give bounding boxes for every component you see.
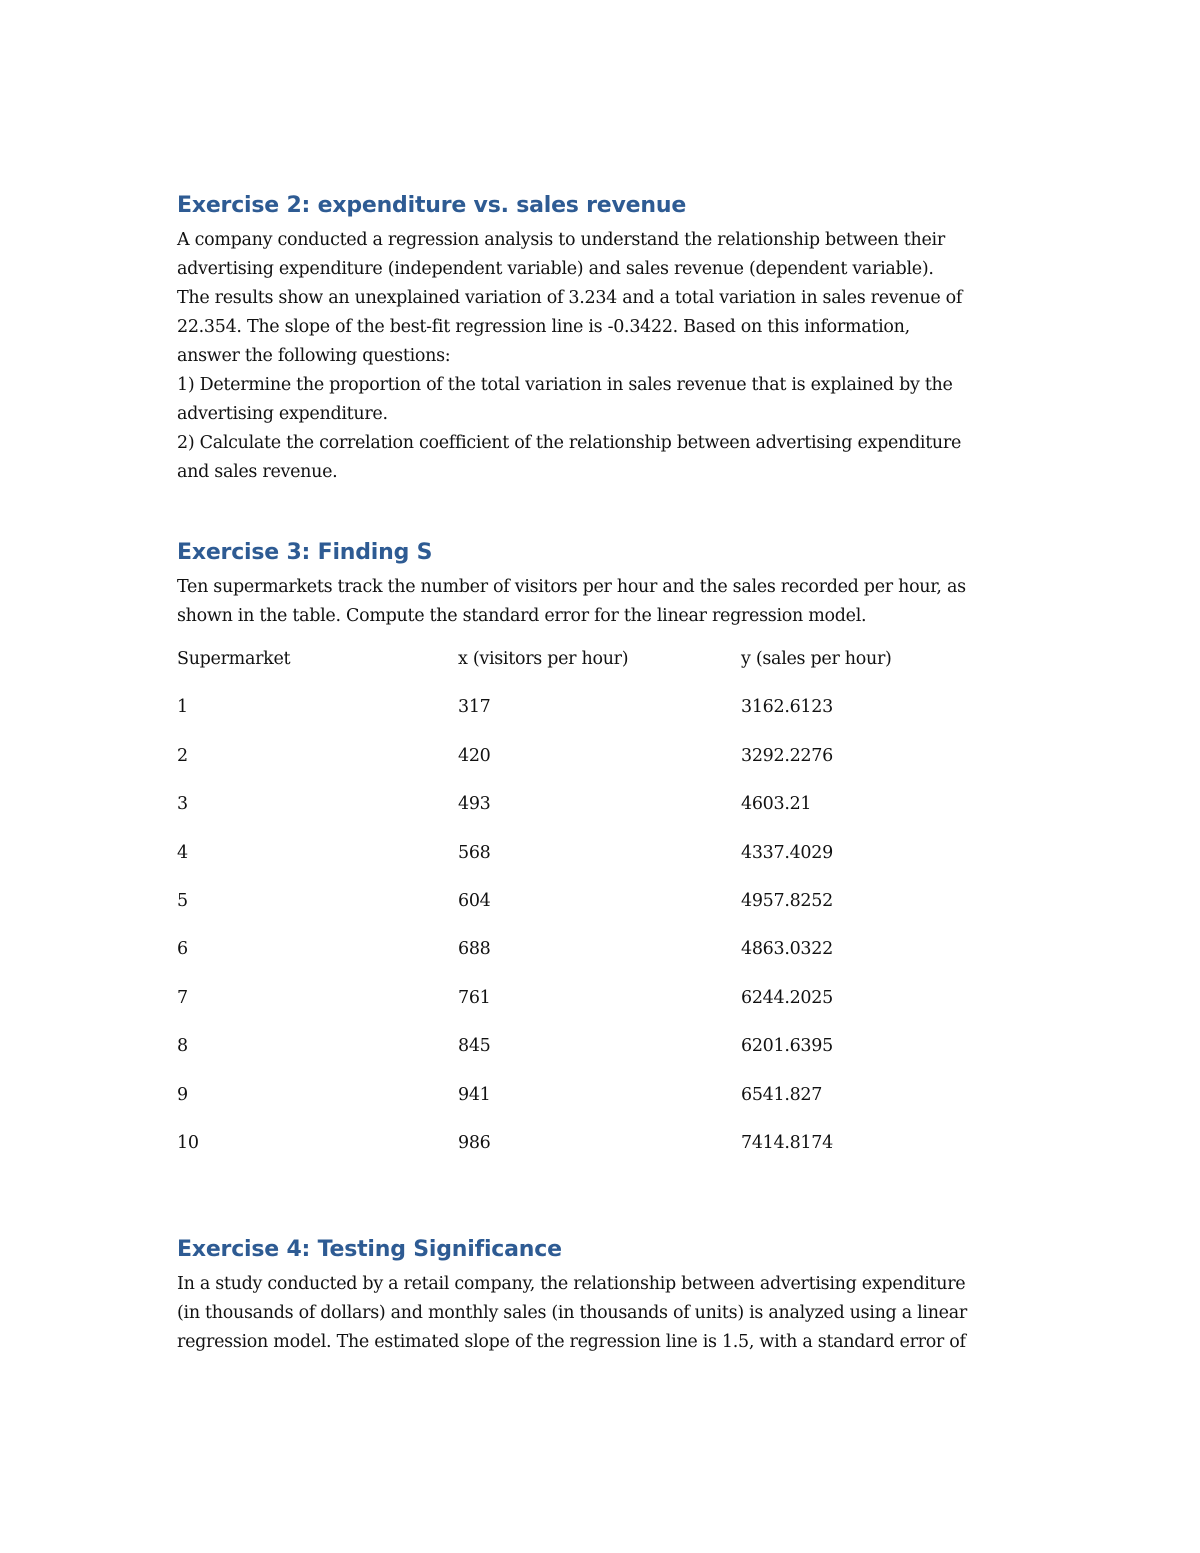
table-cell: 845	[458, 1036, 491, 1057]
table-cell: 986	[458, 1132, 491, 1153]
question-1-line: advertising expenditure.	[177, 404, 388, 424]
table-cell: 493	[458, 794, 491, 815]
column-header: Supermarket	[177, 649, 291, 669]
question-2-line: and sales revenue.	[177, 462, 338, 482]
question-2-line: 2) Calculate the correlation coefficient of the relationship between advertising expenditure	[177, 433, 962, 453]
table-cell: 941	[458, 1084, 491, 1105]
table-cell: 3292.2276	[741, 745, 833, 766]
table-cell: 4	[177, 842, 188, 863]
table-cell: 604	[458, 890, 491, 911]
exercise-2-title: Exercise 2: expenditure vs. sales revenue	[177, 193, 687, 218]
table-cell: 568	[458, 842, 491, 863]
table-row	[177, 1036, 1027, 1084]
exercise-3-body	[177, 573, 1027, 631]
text-line: shown in the table. Compute the standard error for the linear regression model.	[177, 606, 867, 626]
text-line: A company conducted a regression analysis to understand the relationship between their	[177, 230, 945, 250]
text-line: In a study conducted by a retail company, the relationship between advertising expenditure	[177, 1274, 966, 1294]
table-cell: 317	[458, 697, 491, 718]
table-row	[177, 746, 1027, 794]
table-row	[177, 1085, 1027, 1133]
exercise-2-body	[177, 226, 1027, 487]
table-header-row	[177, 649, 1027, 697]
text-line: Ten supermarkets track the number of visitors per hour and the sales recorded per hour, as	[177, 577, 966, 597]
table-row	[177, 891, 1027, 939]
table-cell: 6541.827	[741, 1084, 823, 1105]
table-cell: 4603.21	[741, 794, 812, 815]
table-cell: 4957.8252	[741, 890, 833, 911]
column-header: y (sales per hour)	[741, 649, 892, 669]
table-row	[177, 697, 1027, 745]
table-row	[177, 843, 1027, 891]
text-line: The results show an unexplained variation of 3.234 and a total variation in sales revenue of	[177, 288, 963, 308]
table-row	[177, 939, 1027, 987]
table-cell: 4337.4029	[741, 842, 833, 863]
table-cell: 2	[177, 745, 188, 766]
table-cell: 6	[177, 939, 188, 960]
table-cell: 8	[177, 1036, 188, 1057]
supermarket-table	[177, 649, 1027, 1181]
table-cell: 4863.0322	[741, 939, 833, 960]
table-cell: 420	[458, 745, 491, 766]
table-cell: 7414.8174	[741, 1132, 833, 1153]
table-row	[177, 988, 1027, 1036]
exercise-3-section	[177, 539, 1027, 1181]
exercise-4-title: Exercise 4: Testing Significance	[177, 1237, 562, 1262]
table-cell: 10	[177, 1132, 199, 1153]
text-line: 22.354. The slope of the best-fit regression line is -0.3422. Based on this information,	[177, 317, 910, 337]
exercise-4-section	[177, 1236, 1027, 1357]
table-row	[177, 794, 1027, 842]
exercise-2-section	[177, 192, 1027, 487]
question-1-line: 1) Determine the proportion of the total variation in sales revenue that is explained by the	[177, 375, 953, 395]
table-cell: 6201.6395	[741, 1036, 833, 1057]
text-line: regression model. The estimated slope of the regression line is 1.5, with a standard error of	[177, 1332, 966, 1352]
table-cell: 1	[177, 697, 188, 718]
exercise-3-title: Exercise 3: Finding S	[177, 540, 433, 565]
table-row	[177, 1133, 1027, 1181]
text-line: (in thousands of dollars) and monthly sales (in thousands of units) is analyzed using a linear	[177, 1303, 967, 1323]
table-cell: 9	[177, 1084, 188, 1105]
text-line: answer the following questions:	[177, 346, 451, 366]
column-header: x (visitors per hour)	[458, 649, 629, 669]
table-cell: 3162.6123	[741, 697, 833, 718]
table-cell: 7	[177, 987, 188, 1008]
table-cell: 5	[177, 890, 188, 911]
table-cell: 6244.2025	[741, 987, 833, 1008]
table-cell: 761	[458, 987, 491, 1008]
table-cell: 3	[177, 794, 188, 815]
text-line: advertising expenditure (independent variable) and sales revenue (dependent variable).	[177, 259, 934, 279]
table-cell: 688	[458, 939, 491, 960]
exercise-4-body	[177, 1270, 1027, 1357]
